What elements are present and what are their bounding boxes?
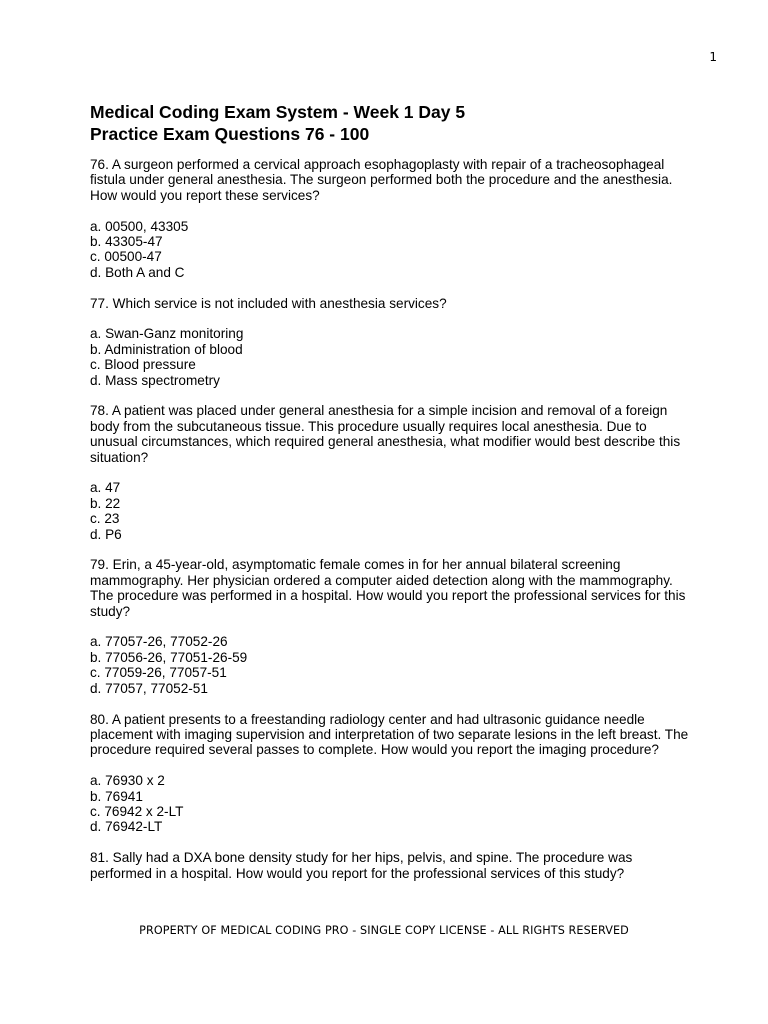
question-text — [90, 557, 730, 619]
page-number: 1 — [709, 50, 717, 64]
answer-option: b. 77056-26, 77051-26-59 — [90, 649, 248, 665]
question-text — [90, 712, 730, 758]
answer-options — [90, 773, 730, 835]
footer-notice: PROPERTY OF MEDICAL CODING PRO - SINGLE COPY LICENSE - ALL RIGHTS RESERVED — [139, 924, 629, 937]
question-text — [90, 850, 730, 881]
answer-option: a. 77057-26, 77052-26 — [90, 634, 228, 650]
answer-options — [90, 326, 730, 388]
answer-option: a. 47 — [90, 480, 121, 496]
question-text-line: situation? — [90, 449, 149, 465]
question-text-line: procedure required several passes to complete. How would you report the imaging procedure? — [90, 742, 659, 758]
answer-option: c. 77059-26, 77057-51 — [90, 665, 227, 681]
answer-option: b. 43305-47 — [90, 234, 163, 250]
question-text — [90, 403, 730, 465]
question-text-line: mammography. Her physician ordered a computer aided detection along with the mammography. — [90, 572, 673, 588]
answer-option: c. 76942 x 2-LT — [90, 803, 184, 819]
question-text-line: 80. A patient presents to a freestanding radiology center and had ultrasonic guidance needle — [90, 711, 645, 727]
question-text-line: 79. Erin, a 45-year-old, asymptomatic female comes in for her annual bilateral screening — [90, 557, 621, 573]
answer-options — [90, 219, 730, 281]
question-text-line: How would you report these services? — [90, 187, 320, 203]
answer-option: b. 22 — [90, 495, 121, 511]
answer-option: c. Blood pressure — [90, 357, 196, 373]
question-text-line: 77. Which service is not included with anesthesia services? — [90, 295, 447, 311]
question-block — [90, 296, 730, 388]
answer-options — [90, 634, 730, 696]
answer-option: a. 76930 x 2 — [90, 773, 165, 789]
question-text-line: 81. Sally had a DXA bone density study for her hips, pelvis, and spine. The procedure was — [90, 850, 633, 866]
question-text-line: fistula under general anesthesia. The surgeon performed both the procedure and the anesthesia. — [90, 172, 673, 188]
question-text-line: The procedure was performed in a hospital. How would you report the professional services for this — [90, 588, 686, 604]
question-block — [90, 157, 730, 280]
question-text-line: body from the subcutaneous tissue. This procedure usually requires local anesthesia. Due to — [90, 418, 647, 434]
answer-option: b. Administration of blood — [90, 341, 243, 357]
page-title — [90, 101, 465, 145]
answer-option: d. 76942-LT — [90, 819, 163, 835]
question-text-line: unusual circumstances, which required general anesthesia, what modifier would best describe this — [90, 434, 681, 450]
question-text-line: 76. A surgeon performed a cervical approach esophagoplasty with repair of a tracheosophageal — [90, 157, 665, 172]
question-text-line: 78. A patient was placed under general anesthesia for a simple incision and removal of a foreign — [90, 403, 668, 419]
answer-option: a. Swan-Ganz monitoring — [90, 326, 244, 342]
answer-option: b. 76941 — [90, 788, 143, 804]
answer-option: a. 00500, 43305 — [90, 218, 189, 234]
question-text-line: placement with imaging supervision and interpretation of two separate lesions in the left breast. The — [90, 726, 689, 742]
answer-option: c. 00500-47 — [90, 249, 162, 265]
question-text-line: performed in a hospital. How would you report for the professional services of this study? — [90, 865, 625, 881]
answer-options — [90, 480, 730, 542]
question-block — [90, 403, 730, 542]
question-list — [90, 157, 730, 896]
question-block — [90, 712, 730, 835]
question-block — [90, 850, 730, 881]
answer-option: d. Mass spectrometry — [90, 372, 220, 388]
question-text — [90, 296, 730, 311]
title-line-2: Practice Exam Questions 76 - 100 — [90, 124, 370, 144]
answer-option: d. 77057, 77052-51 — [90, 680, 208, 696]
question-text — [90, 157, 730, 203]
question-block — [90, 557, 730, 696]
answer-option: d. P6 — [90, 526, 122, 542]
answer-option: c. 23 — [90, 511, 120, 527]
question-text-line: study? — [90, 603, 131, 619]
title-line-1: Medical Coding Exam System - Week 1 Day 5 — [90, 102, 466, 122]
answer-option: d. Both A and C — [90, 264, 185, 280]
